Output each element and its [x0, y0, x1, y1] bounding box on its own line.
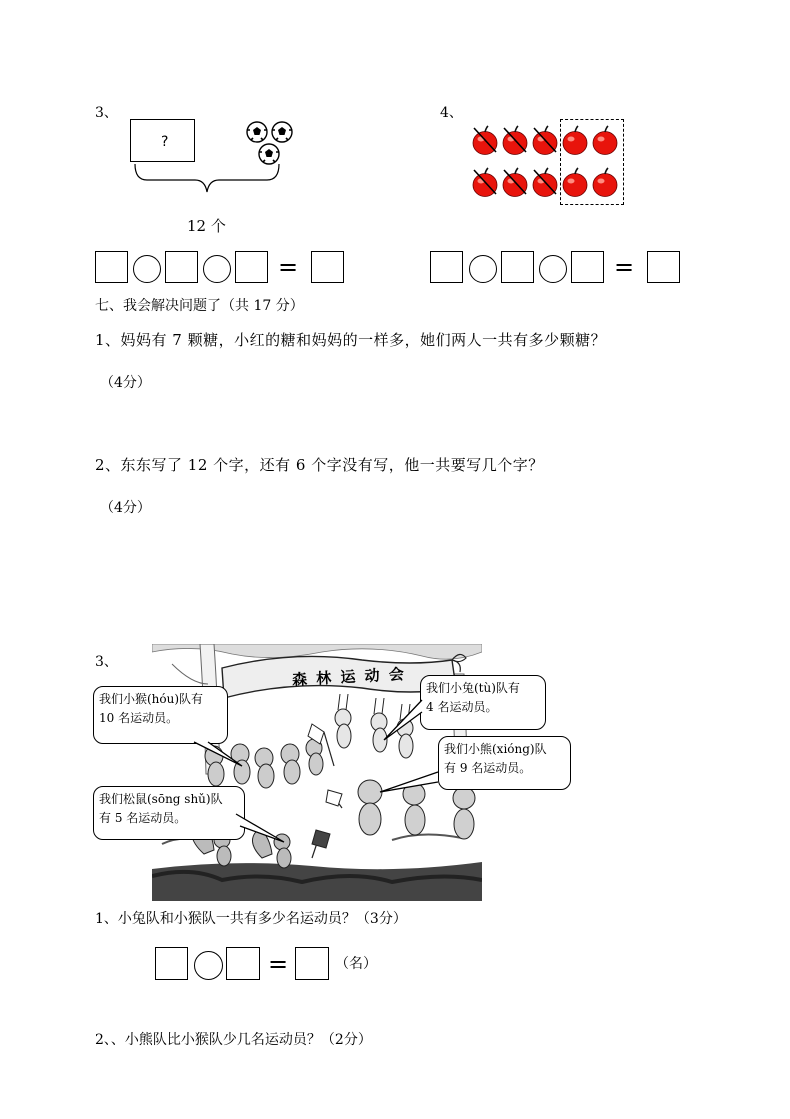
question-2-text: 2、东东写了 12 个字，还有 6 个字没有写，他一共要写几个字？: [95, 456, 544, 474]
crossed-apple-icon: [533, 126, 557, 155]
soccer-ball-icon: [272, 122, 292, 142]
apples-grid: [468, 122, 628, 204]
operator-circle[interactable]: [194, 951, 223, 980]
crossed-apple-icon: [503, 126, 527, 155]
sub-question-2-text: 2、、小熊队比小猴队少几名运动员？（2分）: [95, 1032, 372, 1048]
apple-icon: [593, 168, 617, 197]
apple-icon: [563, 168, 587, 197]
squirrel-team-bubble: [93, 786, 245, 840]
answer-box[interactable]: [501, 251, 534, 283]
answer-box[interactable]: [571, 251, 604, 283]
total-brace: [133, 162, 283, 202]
banner-text: 森 林 运 动 会: [291, 665, 407, 689]
crossed-apple-icon: [473, 126, 497, 155]
answer-box[interactable]: [155, 947, 188, 980]
problem3-number: 3、: [95, 105, 118, 121]
answer-box[interactable]: [165, 251, 198, 283]
apple-icon: [593, 126, 617, 155]
question-3-number: 3、: [95, 654, 118, 670]
bubble-tail: [190, 740, 250, 770]
rabbit-bubble-line2: 4 名运动员。: [426, 700, 498, 714]
question-1-points: （4分）: [100, 375, 151, 391]
bear-team-bubble: [438, 736, 571, 790]
crossed-apple-icon: [473, 168, 497, 197]
bear-bubble-line1: 我们小熊(xióng)队: [444, 742, 547, 756]
question-1-text: 1、妈妈有 7 颗糖，小红的糖和妈妈的一样多，她们两人一共有多少颗糖？: [95, 331, 607, 349]
operator-circle[interactable]: [469, 255, 497, 283]
equals-sign: =: [614, 253, 635, 281]
squirrel-bubble-line1: 我们松鼠(sōng shǔ)队: [99, 792, 223, 806]
answer-box[interactable]: [295, 947, 329, 980]
operator-circle[interactable]: [203, 255, 231, 283]
question-2-points: （4分）: [100, 500, 151, 516]
monkey-team-bubble: [93, 686, 228, 744]
answer-box[interactable]: [430, 251, 463, 283]
bubble-tail: [380, 696, 426, 744]
equals-sign: =: [268, 950, 289, 978]
answer-box[interactable]: [311, 251, 344, 283]
crossed-apple-icon: [533, 168, 557, 197]
apple-icon: [563, 126, 587, 155]
soccer-ball-icon: [259, 144, 279, 164]
sub-question-1-text: 1、小兔队和小猴队一共有多少名运动员？（3分）: [95, 911, 407, 927]
answer-box[interactable]: [647, 251, 680, 283]
operator-circle[interactable]: [539, 255, 567, 283]
unknown-box: [130, 119, 195, 162]
bubble-tail: [376, 770, 442, 796]
question-mark: ?: [161, 134, 169, 150]
crossed-apple-icon: [503, 168, 527, 197]
rabbit-bubble-line1: 我们小兔(tù)队有: [426, 681, 520, 695]
monkey-bubble-line1: 我们小猴(hóu)队有: [99, 692, 204, 706]
section7-heading: 七、我会解决问题了（共 17 分）: [95, 298, 304, 314]
rabbit-team-bubble: [420, 675, 546, 730]
unit-label: （名）: [335, 956, 377, 972]
answer-box[interactable]: [95, 251, 128, 283]
equals-sign: =: [278, 253, 299, 281]
answer-box[interactable]: [226, 947, 260, 980]
operator-circle[interactable]: [133, 255, 161, 283]
bear-bubble-line2: 有 9 名运动员。: [444, 761, 532, 775]
answer-box[interactable]: [235, 251, 268, 283]
squirrel-bubble-line2: 有 5 名运动员。: [99, 811, 187, 825]
soccer-ball-icon: [247, 122, 267, 142]
total-label: 12 个: [187, 217, 226, 235]
problem4-number: 4、: [440, 105, 463, 121]
bubble-tail: [232, 810, 288, 846]
monkey-bubble-line2: 10 名运动员。: [99, 711, 179, 725]
